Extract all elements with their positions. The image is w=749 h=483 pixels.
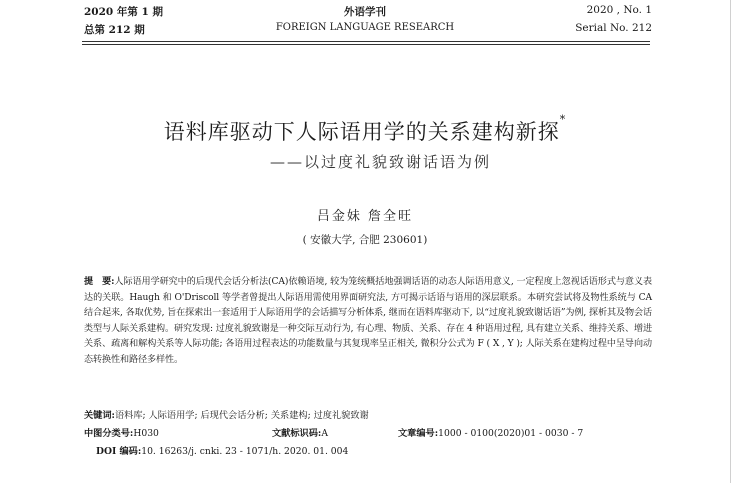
article-number bbox=[398, 425, 583, 439]
title-footnote-mark: * bbox=[559, 113, 567, 126]
clc-number bbox=[84, 425, 159, 439]
header-rule-bottom bbox=[82, 44, 650, 45]
abstract bbox=[84, 274, 652, 369]
author-names: 吕金妹 詹全旺 bbox=[316, 209, 414, 224]
journal-name-en: FOREIGN LANGUAGE RESEARCH bbox=[275, 22, 455, 33]
keywords-label: 关键词: bbox=[84, 410, 115, 421]
issue-number-en: 2020 , No. 1 bbox=[586, 4, 652, 16]
keywords bbox=[84, 407, 369, 421]
keywords-text: 语料库; 人际语用学; 后现代会话分析; 关系建构; 过度礼貌致谢 bbox=[114, 410, 369, 421]
document-code-value: A bbox=[321, 428, 328, 439]
document-code-label: 文献标识码: bbox=[272, 428, 322, 439]
doi-value: 10. 16263/j. cnki. 23 - 1071/h. 2020. 01. 004 bbox=[141, 446, 349, 457]
clc-value: H030 bbox=[133, 428, 159, 439]
document-code bbox=[272, 425, 328, 439]
article-number-label: 文章编号: bbox=[398, 428, 439, 439]
article-subtitle: ——以过度礼貌致谢话语为例 bbox=[270, 153, 492, 171]
author-affiliation: ( 安徽大学, 合肥 230601) bbox=[302, 234, 428, 246]
serial-number-en: Serial No. 212 bbox=[575, 22, 652, 34]
abstract-text: 人际语用学研究中的后现代会话分析法(CA)依赖语境, 较为笼统概括地强调话语的动态人际语用意义, 一定程度上忽视话语形式与意义表达的关联。Haugh 和 O'Driscoll 等学者曾提出人际语用需使用界面研究法, 方可揭示话语与语用的深层联系。本研究尝试将及物性系统与 CA 结合起来, 各取优势, 旨在探索出一套适用于人际语用学的会话描写分析体系, 继而在语料库驱动下, 以“过度礼貌致谢话语”为例, 探析其及物会话类型与人际关系建构。研究发现: 过度礼貌致谢是一种交际互动行为, 有心理、物质、关系、存在 4 种语用过程, 具有建立关系、维持关系、增进关系、疏离和解构关系等人际功能; 各语用过程表达的功能数量与其复现率呈正相关, 微积分公式为 F ( X , Y ); 人际关系在建构过程中呈导向动态转换性和路径多样性。 bbox=[84, 277, 652, 365]
clc-label: 中图分类号: bbox=[84, 428, 134, 439]
header-rule-top bbox=[82, 41, 650, 42]
journal-name-cn: 外语学刊 bbox=[344, 6, 386, 18]
page-edge bbox=[730, 0, 731, 483]
doi-label: DOI 编码: bbox=[96, 446, 142, 457]
article-title bbox=[0, 113, 730, 146]
abstract-label: 提 要: bbox=[84, 276, 115, 287]
issue-number-cn: 2020 年第 1 期 bbox=[84, 6, 163, 18]
article-title-text: 语料库驱动下人际语用学的关系建构新探 bbox=[163, 120, 560, 144]
total-issue-cn: 总第 212 期 bbox=[84, 24, 145, 36]
article-number-value: 1000 - 0100(2020)01 - 0030 - 7 bbox=[438, 428, 584, 439]
doi bbox=[96, 443, 348, 457]
